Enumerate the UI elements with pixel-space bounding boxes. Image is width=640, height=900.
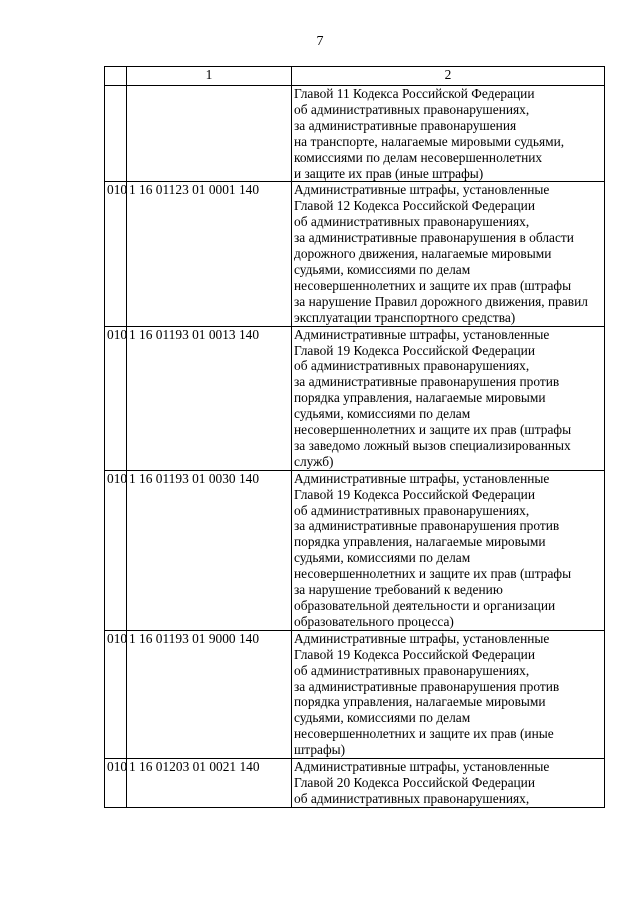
table-header-row	[105, 67, 605, 86]
page-number: 7	[316, 34, 324, 49]
admin-code-cell: 010	[105, 182, 127, 326]
description-line: за заведомо ложный вызов специализированных	[294, 437, 571, 453]
description-line: за административные правонарушения против	[294, 518, 560, 534]
table-row	[105, 326, 605, 470]
description-line: судьями, комиссиями по делам	[294, 550, 471, 566]
table-row	[105, 86, 605, 182]
description-line: за административные правонарушения	[294, 117, 517, 133]
description-line: Главой 11 Кодекса Российской Федерации	[294, 86, 535, 101]
admin-code-cell: 010	[105, 326, 127, 470]
description-line: и защите их прав (иные штрафы)	[294, 165, 484, 181]
description-line: служб)	[294, 453, 334, 469]
description-line: образовательной деятельности и организации	[294, 598, 556, 613]
description-line: Главой 19 Кодекса Российской Федерации	[294, 342, 536, 358]
admin-code-cell: 010	[105, 470, 127, 630]
description-line: порядка управления, налагаемые мировыми	[294, 390, 546, 406]
admin-code-cell: 010	[105, 759, 127, 808]
description-line: об административных правонарушениях,	[294, 662, 530, 678]
table-row	[105, 630, 605, 758]
budget-code-cell: 1 16 01203 01 0021 140	[127, 759, 292, 808]
description-line: дорожного движения, налагаемые мировыми	[294, 246, 552, 262]
description-cell	[292, 182, 605, 326]
description-line: об административных правонарушениях,	[294, 214, 530, 230]
admin-code-cell: 010	[105, 630, 127, 758]
description-line: об административных правонарушениях,	[294, 502, 530, 518]
header-cell-admin	[105, 67, 127, 86]
description-line: несовершеннолетних и защите их прав (штрафы	[294, 566, 572, 582]
budget-code-cell: 1 16 01123 01 0001 140	[127, 182, 292, 326]
description-line: штрафы)	[294, 742, 346, 758]
description-line: за административные правонарушения в области	[294, 230, 574, 246]
description-line: Главой 20 Кодекса Российской Федерации	[294, 774, 536, 790]
description-line: порядка управления, налагаемые мировыми	[294, 534, 546, 550]
description-line: несовершеннолетних и защите их прав (иные	[294, 726, 554, 742]
description-line: об административных правонарушениях,	[294, 790, 530, 806]
description-line: Главой 19 Кодекса Российской Федерации	[294, 486, 536, 502]
description-line: за административные правонарушения против	[294, 374, 560, 390]
description-cell	[292, 326, 605, 470]
description-line: об административных правонарушениях,	[294, 101, 530, 117]
description-line: Административные штрафы, установленные	[294, 470, 550, 486]
description-line: Главой 19 Кодекса Российской Федерации	[294, 646, 536, 662]
header-cell-description: 2	[292, 67, 605, 86]
description-line: за административные правонарушения против	[294, 678, 560, 694]
table-row	[105, 759, 605, 808]
description-line: об административных правонарушениях,	[294, 358, 530, 374]
description-cell	[292, 470, 605, 630]
budget-code-cell: 1 16 01193 01 9000 140	[127, 630, 292, 758]
description-line: Административные штрафы, установленные	[294, 759, 550, 775]
description-line: за нарушение Правил дорожного движения, правил	[294, 293, 588, 309]
description-line: судьями, комиссиями по делам	[294, 261, 471, 277]
description-line: за нарушение требований к ведению	[294, 582, 503, 598]
description-line: несовершеннолетних и защите их прав (штрафы	[294, 422, 572, 438]
description-line: образовательного процесса)	[294, 613, 454, 629]
description-line: Административные штрафы, установленные	[294, 630, 550, 646]
table-row	[105, 470, 605, 630]
description-cell	[292, 759, 605, 808]
description-line: судьями, комиссиями по делам	[294, 406, 471, 422]
description-line: на транспорте, налагаемые мировыми судьями,	[294, 133, 565, 149]
budget-code-cell	[127, 86, 292, 182]
budget-code-cell: 1 16 01193 01 0013 140	[127, 326, 292, 470]
description-line: Главой 12 Кодекса Российской Федерации	[294, 198, 536, 214]
description-cell	[292, 630, 605, 758]
table-body	[105, 67, 605, 808]
description-line: несовершеннолетних и защите их прав (штрафы	[294, 277, 572, 293]
table-row	[105, 182, 605, 326]
description-line: комиссиями по делам несовершеннолетних	[294, 149, 543, 165]
revenue-codes-table	[104, 66, 605, 808]
description-line: Административные штрафы, установленные	[294, 326, 550, 342]
description-line: порядка управления, налагаемые мировыми	[294, 694, 546, 710]
description-line: эксплуатации транспортного средства)	[294, 309, 516, 325]
admin-code-cell	[105, 86, 127, 182]
description-line: Административные штрафы, установленные	[294, 182, 550, 198]
description-cell	[292, 86, 605, 182]
budget-code-cell: 1 16 01193 01 0030 140	[127, 470, 292, 630]
header-cell-code: 1	[127, 67, 292, 86]
description-line: судьями, комиссиями по делам	[294, 710, 471, 726]
